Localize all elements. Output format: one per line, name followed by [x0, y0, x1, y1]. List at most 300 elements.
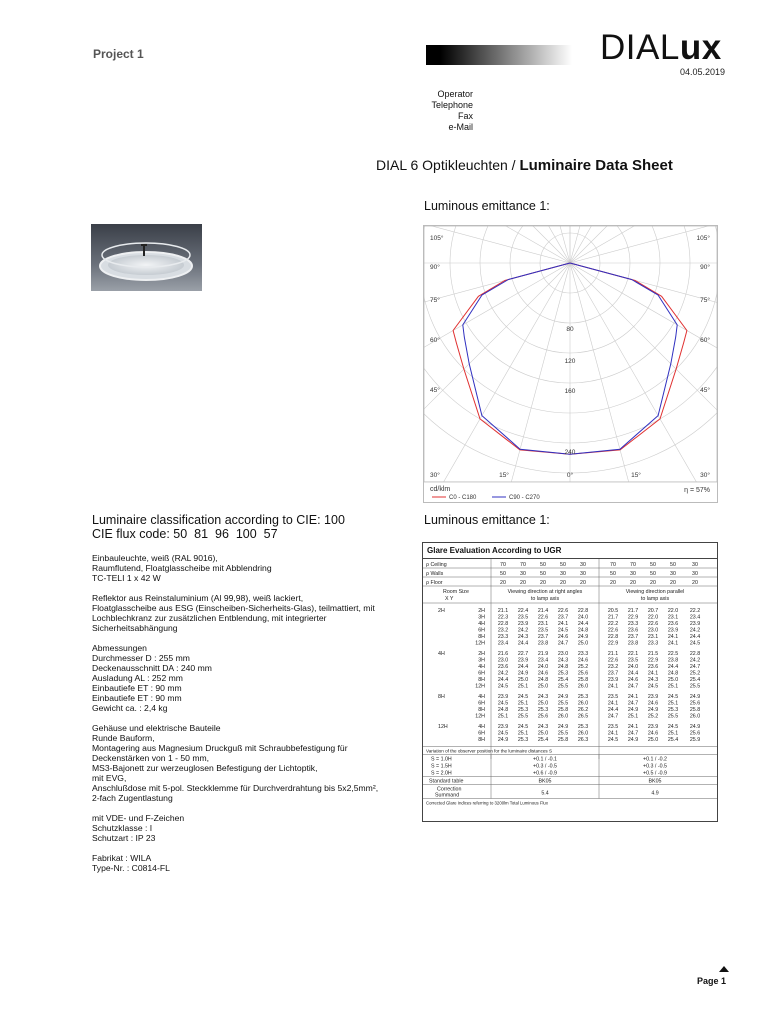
rho-value: 20	[692, 580, 698, 586]
ugr-cell: 23.2	[607, 664, 619, 670]
logo-light: DIAL	[600, 28, 680, 67]
standard-par: BK05	[648, 778, 662, 785]
ugr-cell: 25.6	[577, 670, 589, 677]
ugr-cell: 23.3	[627, 621, 639, 627]
polar-heading: Luminous emittance 1:	[424, 199, 550, 213]
ugr-cell: 24.6	[577, 657, 589, 664]
desc-spacer	[92, 843, 412, 853]
ugr-cell: 25.5	[557, 700, 569, 707]
ugr-cell: 23.9	[689, 621, 701, 627]
ugr-cell: 26.0	[577, 730, 589, 737]
rho-value: 30	[560, 571, 566, 577]
angle-label-left-105: 105°	[430, 235, 444, 242]
ugr-cell: 25.1	[517, 700, 529, 707]
ugr-cell: 24.1	[647, 670, 659, 677]
room-y: 12H	[475, 713, 485, 720]
ugr-cell: 23.9	[647, 724, 659, 730]
room-x: 2H	[438, 608, 445, 614]
ugr-cell: 23.6	[647, 664, 659, 670]
ugr-cell: 24.5	[667, 694, 679, 700]
ugr-cell: 25.2	[689, 670, 701, 677]
angle-label-right-105: 105°	[696, 235, 710, 242]
ugr-cell: 23.8	[667, 657, 679, 664]
ugr-cell: 25.3	[537, 707, 549, 713]
ugr-cell: 25.3	[667, 707, 679, 713]
ugr-cell: 22.0	[667, 608, 679, 614]
ugr-cell: 24.1	[667, 640, 679, 647]
legend-c90: C90 - C270	[509, 495, 540, 501]
ugr-cell: 23.8	[537, 640, 549, 647]
rho-value: 70	[630, 562, 636, 568]
ugr-cell: 23.3	[577, 651, 589, 657]
desc-line: Schutzart : IP 23	[92, 833, 156, 843]
room-y: 12H	[475, 640, 485, 647]
ugr-cell: 24.9	[689, 694, 701, 700]
ugr-cell: 24.7	[689, 664, 701, 670]
radial-label-160: 160	[564, 388, 576, 395]
ugr-cell: 25.4	[557, 677, 569, 683]
room-y: 3H	[478, 657, 485, 664]
room-y: 4H	[478, 724, 485, 730]
rho-value: 20	[650, 580, 656, 586]
ugr-cell: 24.6	[627, 677, 639, 683]
ugr-cell: 25.8	[689, 707, 701, 713]
vd-perp-label: Viewing direction at right angles	[507, 589, 583, 595]
ugr-cell: 23.8	[627, 640, 639, 647]
ugr-cell: 23.0	[497, 657, 509, 664]
ugr-cell: 25.1	[517, 730, 529, 737]
ugr-cell: 24.2	[689, 627, 701, 634]
room-size-label: Room Size	[443, 589, 469, 595]
desc-line: Einbauleuchte, weiß (RAL 9016),	[92, 553, 218, 563]
ugr-cell: 22.2	[689, 608, 701, 614]
operator-label: Operator	[437, 89, 473, 99]
angle-label-left-45: 45°	[430, 387, 440, 394]
ugr-cell: 22.8	[689, 651, 701, 657]
ugr-cell: 25.5	[689, 683, 701, 690]
rho-value: 20	[580, 580, 586, 586]
rho-value: 70	[610, 562, 616, 568]
ugr-cell: 22.6	[537, 614, 549, 621]
ugr-cell: 24.0	[537, 664, 549, 670]
ugr-cell: 25.4	[667, 737, 679, 743]
ugr-cell: 25.2	[577, 664, 589, 670]
angle-label-right-30: 30°	[700, 472, 710, 479]
rho-label: ρ Walls	[426, 571, 444, 577]
ugr-cell: 23.1	[667, 614, 679, 621]
ugr-cell: 22.6	[607, 627, 619, 634]
ugr-cell: 24.9	[627, 707, 639, 713]
ugr-cell: 25.5	[557, 730, 569, 737]
ugr-cell: 24.1	[667, 634, 679, 640]
ugr-cell: 24.5	[517, 694, 529, 700]
rho-label: ρ Ceiling	[426, 562, 447, 568]
ugr-cell: 24.9	[557, 694, 569, 700]
desc-line: mit VDE- und F-Zeichen	[92, 813, 185, 823]
desc-line: Floatglasscheibe aus ESG (Einscheiben-Sicherheits-Glas), teilmattiert, mit	[92, 603, 375, 613]
ugr-cell: 23.5	[607, 724, 619, 730]
desc-spacer	[92, 803, 412, 813]
ugr-cell: 24.9	[627, 737, 639, 743]
ugr-cell: 21.6	[497, 651, 509, 657]
ugr-cell: 24.4	[577, 621, 589, 627]
ugr-footnote: Corrected Glare Indices referring to 3200lm Total Luminous Flux	[426, 800, 548, 806]
ugr-cell: 24.6	[647, 700, 659, 707]
ugr-cell: 23.7	[627, 634, 639, 640]
ugr-cell: 24.1	[627, 694, 639, 700]
efficiency-label: η = 57%	[684, 487, 710, 494]
ugr-cell: 24.6	[537, 670, 549, 677]
angle-label-left-30: 30°	[430, 472, 440, 479]
rho-value: 50	[670, 562, 676, 568]
ugr-cell: 25.0	[537, 700, 549, 707]
room-x: 12H	[438, 724, 448, 730]
room-x: 8H	[438, 694, 445, 700]
room-y: 8H	[478, 707, 485, 713]
desc-line: Sicherheitsabhängung	[92, 623, 178, 633]
ugr-cell: 25.4	[537, 737, 549, 743]
desc-line: Type-Nr. : C0814-FL	[92, 863, 170, 873]
ugr-cell: 24.5	[557, 627, 569, 634]
ugr-cell: 25.0	[647, 737, 659, 743]
ugr-cell: 23.4	[689, 614, 701, 621]
ugr-cell: 25.5	[557, 683, 569, 690]
ugr-cell: 24.4	[667, 664, 679, 670]
ugr-cell: 23.7	[557, 614, 569, 621]
ugr-cell: 24.6	[647, 730, 659, 737]
ugr-cell: 24.8	[667, 670, 679, 677]
ugr-cell: 23.5	[537, 627, 549, 634]
desc-line: Gehäuse und elektrische Bauteile	[92, 723, 221, 733]
ugr-cell: 24.3	[537, 694, 549, 700]
angle-label-left-90: 90°	[430, 264, 440, 271]
ugr-cell: 24.7	[607, 713, 619, 720]
ugr-cell: 24.3	[537, 724, 549, 730]
rho-value: 50	[650, 562, 656, 568]
ugr-cell: 24.7	[627, 700, 639, 707]
ugr-cell: 24.2	[497, 670, 509, 677]
rho-value: 20	[630, 580, 636, 586]
ugr-table	[422, 542, 718, 822]
variation-value-par: +0.5 / -0.9	[643, 770, 667, 777]
correction-perp: 5.4	[541, 790, 549, 797]
rho-value: 50	[560, 562, 566, 568]
title-prefix: DIAL 6 Optikleuchten /	[376, 157, 520, 173]
ugr-cell: 21.1	[497, 608, 509, 614]
rho-value: 30	[630, 571, 636, 577]
ugr-cell: 25.0	[517, 677, 529, 683]
ugr-cell: 25.3	[517, 737, 529, 743]
ugr-cell: 23.9	[517, 657, 529, 664]
variation-value-par: +0.1 / -0.2	[643, 756, 667, 763]
ugr-cell: 22.7	[517, 651, 529, 657]
ugr-cell: 24.7	[557, 640, 569, 647]
ugr-cell: 25.0	[537, 683, 549, 690]
ugr-cell: 22.3	[497, 614, 509, 621]
ugr-cell: 24.5	[497, 683, 509, 690]
ugr-cell: 24.5	[517, 724, 529, 730]
ugr-cell: 25.1	[627, 713, 639, 720]
standard-label: Standard table	[429, 778, 464, 785]
ugr-cell: 24.4	[607, 707, 619, 713]
ugr-cell: 24.3	[517, 634, 529, 640]
ugr-cell: 26.2	[577, 707, 589, 713]
rho-value: 50	[540, 571, 546, 577]
ugr-cell: 24.1	[607, 700, 619, 707]
ugr-cell: 22.9	[647, 657, 659, 664]
ugr-cell: 25.3	[577, 694, 589, 700]
room-y: 6H	[478, 670, 485, 677]
ugr-cell: 24.9	[577, 634, 589, 640]
ugr-cell: 21.7	[627, 608, 639, 614]
ugr-cell: 23.9	[497, 694, 509, 700]
ugr-cell: 21.5	[647, 651, 659, 657]
rho-value: 50	[650, 571, 656, 577]
variation-label: S = 1.0H	[431, 756, 452, 763]
ugr-cell: 23.4	[537, 657, 549, 664]
vd-perp-label-2: to lamp axis	[530, 596, 560, 602]
ugr-cell: 25.8	[557, 737, 569, 743]
vd-par-label-2: to lamp axis	[640, 596, 670, 602]
ugr-cell: 21.7	[607, 614, 619, 621]
desc-line: Runde Bauform,	[92, 733, 155, 743]
angle-label-left-60: 60°	[430, 337, 440, 344]
fax-label: Fax	[457, 111, 473, 121]
email-label: e-Mail	[448, 122, 473, 132]
ugr-cell: 23.5	[627, 657, 639, 664]
ugr-cell: 22.8	[607, 634, 619, 640]
rho-label: ρ Floor	[426, 580, 443, 586]
ugr-cell: 25.2	[647, 713, 659, 720]
rho-value: 30	[692, 562, 698, 568]
desc-line: TC-TELI 1 x 42 W	[92, 573, 161, 583]
ugr-title: Glare Evaluation According to UGR	[423, 543, 717, 559]
ugr-cell: 25.5	[667, 713, 679, 720]
ugr-cell: 26.3	[577, 737, 589, 743]
ugr-cell: 23.3	[497, 634, 509, 640]
ugr-cell: 23.3	[647, 640, 659, 647]
ugr-cell: 22.6	[607, 657, 619, 664]
ugr-cell: 24.8	[557, 664, 569, 670]
rho-value: 30	[692, 571, 698, 577]
rho-value: 30	[520, 571, 526, 577]
ugr-cell: 24.4	[627, 670, 639, 677]
room-y: 3H	[478, 614, 485, 621]
desc-line: Gewicht ca. : 2,4 kg	[92, 703, 168, 713]
ugr-cell: 25.1	[517, 683, 529, 690]
rho-value: 20	[560, 580, 566, 586]
operator-block	[423, 89, 473, 133]
ugr-cell: 22.9	[607, 640, 619, 647]
desc-line: Anschlußdose mit 5-pol. Steckklemme für Durchverdrahtung bis 5x2,5mm²,	[92, 783, 379, 793]
ugr-cell: 24.5	[647, 683, 659, 690]
room-y: 6H	[478, 700, 485, 707]
radial-label-80: 80	[566, 326, 574, 333]
luminaire-description	[92, 553, 412, 873]
ugr-cell: 25.9	[689, 737, 701, 743]
ugr-cell: 25.1	[667, 700, 679, 707]
ugr-cell: 24.7	[627, 683, 639, 690]
cie-flux-code: CIE flux code: 50 81 96 100 57	[92, 527, 278, 541]
rho-value: 70	[520, 562, 526, 568]
rho-value: 30	[670, 571, 676, 577]
ugr-cell: 25.3	[577, 724, 589, 730]
ugr-cell: 24.5	[497, 730, 509, 737]
ugr-cell: 25.1	[667, 730, 679, 737]
ugr-cell: 21.1	[607, 651, 619, 657]
rho-value: 50	[500, 571, 506, 577]
polar-svg	[424, 226, 717, 502]
ugr-cell: 24.0	[627, 664, 639, 670]
ugr-cell: 23.0	[647, 627, 659, 634]
desc-line: Durchmesser D : 255 mm	[92, 653, 190, 663]
bottom-label-15-right: 15°	[631, 472, 641, 479]
dialux-logo	[600, 28, 722, 68]
desc-line: Deckenausschnitt DA : 240 mm	[92, 663, 212, 673]
ugr-cell: 22.4	[517, 608, 529, 614]
ugr-cell: 22.6	[647, 621, 659, 627]
title-main: Luminaire Data Sheet	[519, 157, 673, 174]
ugr-cell: 23.9	[647, 694, 659, 700]
desc-line: Raumflutend, Floatglasscheibe mit Abblendring	[92, 563, 272, 573]
desc-line: mit EVG,	[92, 773, 127, 783]
ugr-cell: 25.6	[689, 730, 701, 737]
logo-bold: ux	[679, 28, 722, 67]
ugr-cell: 24.6	[557, 634, 569, 640]
ugr-cell: 24.1	[607, 683, 619, 690]
vd-par-label: Viewing direction parallel	[625, 589, 685, 595]
desc-spacer	[92, 713, 412, 723]
polar-unit: cd/klm	[430, 486, 451, 493]
variation-value-perp: +0.3 / -0.5	[533, 763, 557, 770]
ugr-cell: 25.5	[517, 713, 529, 720]
page-up-icon[interactable]	[719, 966, 729, 972]
ugr-cell: 24.8	[577, 627, 589, 634]
ugr-cell: 23.1	[537, 621, 549, 627]
room-x: 4H	[438, 651, 445, 657]
ugr-cell: 24.3	[557, 657, 569, 664]
desc-line: Schutzklasse : I	[92, 823, 153, 833]
ugr-cell: 25.3	[517, 707, 529, 713]
header-gradient-bar	[426, 45, 572, 65]
ugr-cell: 24.4	[517, 664, 529, 670]
ugr-cell: 23.6	[497, 664, 509, 670]
correction-label-2: Summand	[435, 792, 460, 799]
ugr-cell: 24.1	[607, 730, 619, 737]
desc-line: MS3-Bajonett zur werzeuglosen Befestigung der Lichtoptik,	[92, 763, 318, 773]
ugr-cell: 24.9	[647, 707, 659, 713]
ugr-cell: 20.5	[607, 608, 619, 614]
radial-label-120: 120	[564, 358, 576, 365]
angle-label-left-75: 75°	[430, 297, 440, 304]
report-date: 04.05.2019	[680, 67, 726, 77]
rho-value: 20	[520, 580, 526, 586]
variation-value-perp: +0.6 / -0.9	[533, 770, 557, 777]
angle-label-right-45: 45°	[700, 387, 710, 394]
ugr-cell: 24.9	[497, 737, 509, 743]
rho-value: 20	[670, 580, 676, 586]
variation-label: S = 1.5H	[431, 763, 452, 770]
rho-value: 20	[500, 580, 506, 586]
ugr-cell: 21.4	[537, 608, 549, 614]
desc-line: Fabrikat : WILA	[92, 853, 152, 863]
correction-label: Correction	[437, 786, 462, 793]
room-y: 4H	[478, 664, 485, 670]
ugr-cell: 23.1	[647, 634, 659, 640]
ugr-cell: 24.5	[689, 640, 701, 647]
room-y: 8H	[478, 737, 485, 743]
polar-diagram	[423, 225, 718, 503]
ugr-cell: 25.4	[689, 677, 701, 683]
bottom-label-15-left: 15°	[499, 472, 509, 479]
rho-value: 70	[500, 562, 506, 568]
desc-line: Ausladung AL : 252 mm	[92, 673, 183, 683]
desc-line: Einbautiefe ET : 90 mm	[92, 683, 182, 693]
ugr-cell: 24.5	[497, 700, 509, 707]
ugr-cell: 22.8	[497, 621, 509, 627]
desc-line: Abmessungen	[92, 643, 147, 653]
ugr-cell: 24.4	[689, 634, 701, 640]
desc-line: Montagering aus Magnesium Druckguß mit Schraubbefestigung für	[92, 743, 348, 753]
ugr-cell: 24.9	[517, 670, 529, 677]
desc-line: Reflektor aus Reinstaluminium (Al 99,98), weiß lackiert,	[92, 593, 304, 603]
desc-line: Deckenstärken von 1 - 50 mm,	[92, 753, 210, 763]
cie-classification: Luminaire classification according to CIE: 100	[92, 513, 345, 527]
datasheet-title	[376, 157, 673, 174]
ugr-cell: 23.7	[607, 670, 619, 677]
ugr-cell: 23.7	[537, 634, 549, 640]
room-y: 4H	[478, 621, 485, 627]
ugr-heading: Luminous emittance 1:	[424, 513, 550, 527]
rho-value: 50	[610, 571, 616, 577]
ugr-cell: 22.1	[627, 651, 639, 657]
ugr-cell: 25.6	[689, 700, 701, 707]
rho-value: 20	[540, 580, 546, 586]
ugr-cell: 23.6	[627, 627, 639, 634]
ugr-cell: 22.2	[607, 621, 619, 627]
ugr-cell: 24.4	[497, 677, 509, 683]
xy-label: X Y	[445, 596, 454, 602]
ugr-cell: 23.5	[517, 614, 529, 621]
ugr-cell: 26.5	[577, 713, 589, 720]
desc-line: Einbautiefe ET : 90 mm	[92, 693, 182, 703]
ugr-cell: 25.1	[667, 683, 679, 690]
ugr-cell: 25.0	[667, 677, 679, 683]
room-y: 4H	[478, 694, 485, 700]
ugr-cell: 24.0	[577, 614, 589, 621]
ugr-cell: 24.4	[517, 640, 529, 647]
room-y: 12H	[475, 683, 485, 690]
ugr-cell: 23.5	[607, 694, 619, 700]
ugr-cell: 26.0	[689, 713, 701, 720]
ugr-cell: 23.9	[517, 621, 529, 627]
page-number: Page 1	[697, 976, 727, 986]
ugr-cell: 24.9	[689, 724, 701, 730]
rho-value: 30	[580, 571, 586, 577]
ugr-cell: 26.0	[557, 713, 569, 720]
ugr-cell: 21.9	[537, 651, 549, 657]
ugr-cell: 24.7	[627, 730, 639, 737]
ugr-cell: 24.8	[537, 677, 549, 683]
ugr-cell: 23.9	[667, 627, 679, 634]
ugr-grid	[423, 559, 717, 821]
room-y: 8H	[478, 677, 485, 683]
telephone-label: Telephone	[431, 100, 473, 110]
ugr-cell: 22.8	[577, 608, 589, 614]
ugr-cell: 23.2	[497, 627, 509, 634]
variation-value-perp: +0.1 / -0.1	[533, 756, 557, 763]
ugr-cell: 25.0	[577, 640, 589, 647]
